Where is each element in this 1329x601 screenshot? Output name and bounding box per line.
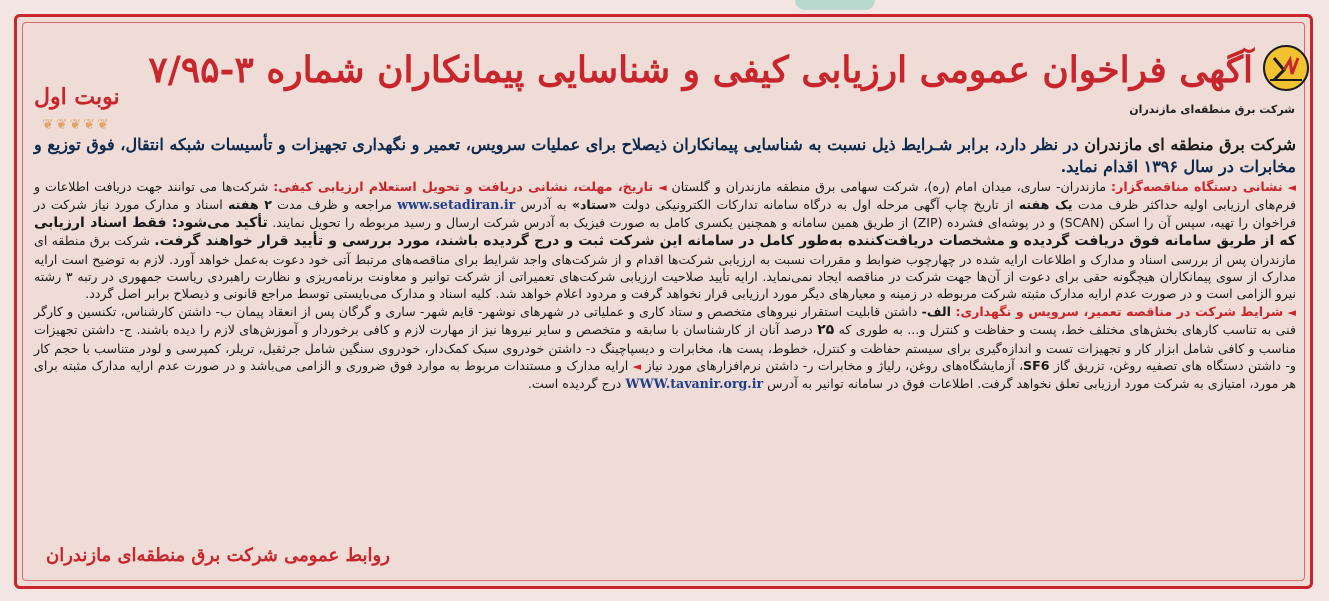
organizer-heading: نشانی دستگاه مناقصه‌گزار: xyxy=(1111,179,1283,194)
decorative-flourish: ❦❦❦❦❦ xyxy=(42,117,111,133)
two-weeks: ۲ هفته xyxy=(227,197,272,213)
section-arrow-icon: ◄ xyxy=(658,181,667,194)
percent-value: ۲۵ xyxy=(817,322,835,339)
company-name-under-logo: شرکت برق منطقه‌ای مازندران xyxy=(1129,103,1295,116)
evaluation-text: شرکت برق منطقه ای مازندران پس از بررسی اسناد و مدارک و اطلاعات ارایه شده در چهارچوب ضوابط و مقررات نسبت به ارزیابی شرکت‌ها اقدام و از شرکت‌های واجد شرایط برای مناقصه‌های مرتبط آتی خود دعوت به‌عمل خواهد آورد. لازم به توضیح است ارایه مدارک از سوی پیمانکاران هیچگونه حقی برای دعوت از آن‌ها جهت شرکت در مناقصه ایجاد نمی‌نماید. ارایه تأیید صلاحیت ارزیابی شرکت‌های تعمیراتی از شرکت توانیر و معاونت برنامه‌ریزی و نظارت راهبردی ریاست جمهوری در رتبه ۳ رشته نیرو الزامی است و در صورت عدم ارایه مدارک مثبته شرکت مربوطه در زمینه و معیارهای دیگر مورد ارزیابی قرار نخواهد گرفت و مردود اعلام خواهد شد. کلیه اسناد و مدارک می‌بایستی توسط مراجع قانونی و ذیصلاح برابر اصل گردد. xyxy=(34,233,1296,302)
power-company-logo-icon xyxy=(1262,44,1310,92)
item-alef: الف- xyxy=(921,303,956,319)
publication-round: نوبت اول xyxy=(34,84,120,110)
section-organizer xyxy=(34,178,1296,303)
conditions-text: درصد آنان از کارشناسان با سابقه و متخصص و سایر نیروها نیز از مهارت لازم و کافی برخوردار و آموزش‌های لازم را دیده باشند. ج- داشتن تجهیزات مناسب و کافی شامل ابزار کار و تجهیزات تست و اندازه‌گیری برای سیستم حفاظت و کنترل، خطوط، پست ها، مخابرات و دیسپاچینگ د- داشتن خودروی سبک کمک‌دار، خودروی سنگین شامل جرثقیل، تریلر، کمپرسی و لودر متناسب با حجم کار و- داشتن دستگاه های تصفیه روغن، تزریق گاز xyxy=(34,322,1297,374)
organizer-address: مازندران- ساری، میدان امام (ره)، شرکت سهامی برق منطقه مازندران و گلستان xyxy=(666,179,1112,194)
setad-link[interactable]: www.setadiran.ir xyxy=(397,197,516,213)
announcement-title: آگهی فراخوان عمومی ارزیابی کیفی و شناسایی پیمانکاران شماره ۳-۷/۹۵ xyxy=(148,49,1253,91)
conditions-text: ، آزمایشگاه‌های روغن، رلیاژ و مخابرات ر- داشتن نرم‌افزارهای مورد نیاز xyxy=(641,358,1024,374)
deadline-text: مراجعه و ظرف مدت xyxy=(271,197,398,213)
section-arrow-icon: ◄ xyxy=(632,360,642,374)
conditions-text: درج گردیده است. xyxy=(527,376,626,392)
intro-paragraph xyxy=(34,134,1296,178)
deadline-text: اسناد و مدارک مورد نیاز شرکت در فراخوان را تهیه، سپس آن را اسکن (SCAN) و در پوشه‌ای فشرده (ZIP) از طریق همین سامانه و همچنین یکسری کامل به صورت فیزیک به آدرس شرکت ارسال و رسید مربوطه را تحویل نمایند. xyxy=(34,197,1296,230)
intro-text: در نظر دارد، برابر شـرایط ذیل نسبت به شناسایی پیمانکاران ذیصلاح برای عملیات سرویس، تعمیر و نگهداری تجهیزات و تأسیسات شبکه انتقال، فوق توزیع و مخابرات در سال ۱۳۹۶ اقدام نماید. xyxy=(34,135,1296,176)
announcement-body xyxy=(34,134,1296,393)
section-arrow-icon: ◄ xyxy=(1287,305,1296,319)
conditions-text: ارایه مدارک و مستندات مربوط به موارد فوق ضروری و الزامی می‌باشد و در صورت عدم ارایه مدارک مثبته برای هر مورد، امتیازی به شرکت مورد ارزیابی تعلق نخواهد گرفت. اطلاعات فوق در سامانه توانیر به آدرس xyxy=(34,358,1296,392)
sf6-label: SF6 xyxy=(1023,358,1050,374)
deadline-text: از تاریخ چاپ آگهی مرحله اول به درگاه سامانه تدارکات الکترونیکی دولت xyxy=(616,197,1019,213)
deadline-heading: تاریخ، مهلت، نشانی دریافت و تحویل استعلام ارزیابی کیفی: xyxy=(273,179,654,194)
tavanir-link[interactable]: WWW.tavanir.org.ir xyxy=(625,376,764,392)
company-name: شرکت برق منطقه ای مازندران xyxy=(1084,135,1296,154)
conditions-text: داشتن قابلیت استقرار نیروهای متخصص و ستاد کاری و عملیاتی در شهرهای نوشهر- قایم شهر- ساری و گرگان پس از انعقاد پیمان ب- داشتن کارشناس، تکنسین و کارگر فنی به تناسب کارهای بخش‌های مختلف خط، پست و حفاظت و کنترل و... به طوری که xyxy=(34,303,1297,338)
setad-name: «ستاد» xyxy=(571,197,617,213)
section-arrow-icon: ◄ xyxy=(1287,181,1296,194)
deadline-text: شرکت‌ها می توانند جهت دریافت اطلاعات و فرم‌های ارزیابی اولیه حداکثر ظرف مدت xyxy=(34,179,1296,213)
deadline-text: به آدرس xyxy=(515,197,572,213)
public-relations-signature: روابط عمومی شرکت برق منطقه‌ای مازندران xyxy=(46,545,390,566)
top-ornament xyxy=(795,0,875,10)
one-week: یک هفته xyxy=(1018,197,1073,213)
conditions-heading: شرایط شرکت در مناقصه تعمیر، سرویس و نگهداری: xyxy=(955,303,1284,319)
section-conditions xyxy=(34,303,1296,393)
emphasis-note: تأکید می‌شود: فقط اسناد ارزیابی که از طریق سامانه فوق دریافت گردیده و مشخصات دریافت‌کننده به‌طور کامل در سامانه این شرکت ثبت و درج گردیده باشند، مورد بررسی و تأیید قرار خواهند گرفت. xyxy=(34,214,1296,250)
